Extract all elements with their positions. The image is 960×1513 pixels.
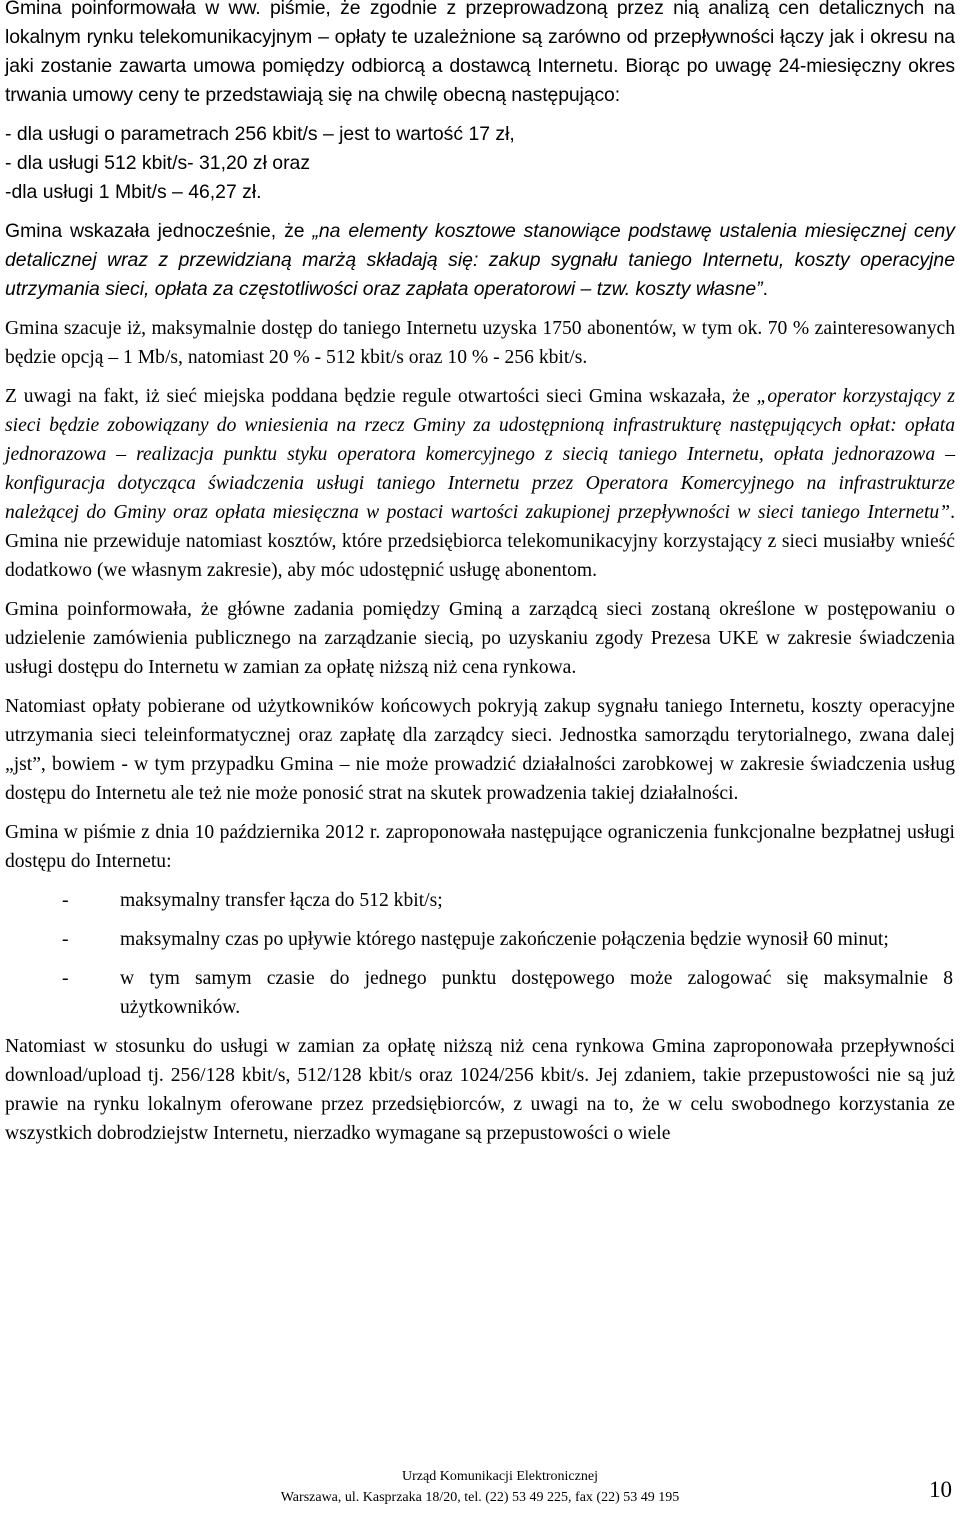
cost-elements-prefix: Gmina wskazała jednocześnie, że — [5, 220, 313, 242]
limit-list-item — [5, 925, 955, 954]
price-512-line: - dla usługi 512 kbit/s- 31,20 zł oraz — [5, 152, 311, 174]
footer-office-name: Urząd Komunikacji Elektronicznej — [402, 1469, 598, 1484]
limit-list-item — [5, 964, 955, 1022]
limit-text: maksymalny transfer łącza do 512 kbit/s; — [120, 890, 443, 911]
subscribers-paragraph: Gmina szacuje iż, maksymalnie dostęp do taniego Internetu uzyska 1750 abonentów, w tym ok. 70 % zainteresowanych będzie opcją – 1 Mb/s, natomiast 20 % - 512 kbit/s oraz 10 % - 256 kbit/s. — [5, 318, 955, 368]
price-1mb-line: -dla usługi 1 Mbit/s – 46,27 zł. — [5, 181, 262, 203]
intro-paragraph — [5, 0, 955, 110]
price-256-line: - dla usługi o parametrach 256 kbit/s – jest to wartość 17 zł, — [5, 123, 515, 145]
intro-text-part-1: Gmina poinformowała w ww. piśmie, że zgodnie z przeprowadzoną przez nią analizą cen detalicznych na lokalnym rynku telekomunikacyjnym – opłaty te uzależnione są zarówno od przepływności łączy jak i okresu na jaki zostanie zawarta umowa pomiędzy odbiorcą a dostawcą Internetu. — [5, 0, 955, 77]
price-list — [5, 120, 955, 207]
network-fees-quote: „operator korzystający z sieci będzie zobowiązany do wniesienia na rzecz Gminy za udostępnioną infrastrukturę następujących opłat: opłata jednorazowa – realizacja punktu styku operatora komercyjnego z siecią taniego Internetu, opłata jednorazowa – konfiguracja dotycząca świadczenia usługi taniego Internetu przez Operatora Komercyjnego na infrastrukturze należącej do Gminy oraz opłata miesięczna w postaci wartości zakupionej przepływności w sieci taniego Internetu” — [5, 386, 956, 523]
limits-list — [5, 886, 955, 1022]
limit-text: w tym samym czasie do jednego punktu dostępowego może zalogować się maksymalnie 8 użytkowników. — [120, 968, 953, 1018]
network-fees-paragraph — [5, 382, 955, 585]
page-number: 10 — [929, 1477, 952, 1502]
limit-list-item — [5, 886, 955, 915]
operator-paragraph: Gmina poinformowała, że główne zadania pomiędzy Gminą a zarządcą sieci zostaną określone w postępowaniu o udzielenie zamówienia publicznego na zarządzanie siecią, po uzyskaniu zgody Prezesa UKE w zakresie świadczenia usługi dostępu do Internetu w zamian za opłatę niższą niż cena rynkowa. — [5, 599, 955, 678]
limit-text: maksymalny czas po upływie którego następuje zakończenie połączenia będzie wynosił 60 minut; — [120, 929, 889, 950]
cost-elements-paragraph — [5, 217, 955, 304]
letter-limits-paragraph: Gmina w piśmie z dnia 10 października 2012 r. zaproponowała następujące ograniczenia funkcjonalne bezpłatnej usługi dostępu do Internetu: — [5, 822, 955, 872]
footer-address: Warszawa, ul. Kasprzaka 18/20, tel. (22) 53 49 225, fax (22) 53 49 195 — [280, 1490, 680, 1505]
user-fees-paragraph: Natomiast opłaty pobierane od użytkowników końcowych pokryją zakup sygnału taniego Internetu, koszty operacyjne utrzymania sieci teleinformatycznej oraz zapłatę dla zarządcy sieci. Jednostka samorządu terytorialnego, zwana dalej „jst”, bowiem - w tym przypadku Gmina – nie może prowadzić działalności zarobkowej w zakresie świadczenia usług dostępu do Internetu ale też nie może ponosić strat na skutek prowadzenia takiej działalności. — [5, 696, 955, 804]
intro-text-part-2: Biorąc po uwagę 24-miesięczny okres trwania umowy ceny te przedstawiają się na chwilę obecną następująco: — [5, 55, 955, 106]
network-fees-prefix: Z uwagi na fakt, iż sieć miejska poddana będzie regule otwartości sieci Gmina wskazała, że — [5, 386, 757, 407]
bandwidth-paragraph: Natomiast w stosunku do usługi w zamian za opłatę niższą niż cena rynkowa Gmina zaproponowała przepływności download/upload tj. 256/128 kbit/s, 512/128 kbit/s oraz 1024/256 kbit/s. Jej zdaniem, takie przepustowości nie są już prawie na rynku lokalnym oferowane przez przedsiębiorców, z uwagi na to, że w celu swobodnego korzystania ze wszystkich dobrodziejstw Internetu, nierzadko wymagane są przepustowości o wiele — [5, 1036, 955, 1144]
limit-dash: - — [62, 929, 69, 950]
limit-dash: - — [62, 968, 69, 989]
cost-elements-quote: „na elementy kosztowe stanowiące podstawę ustalenia miesięcznej ceny detalicznej wraz z przewidzianą marżą składają się: zakup sygnału taniego Internetu, koszty operacyjne utrzymania sieci, opłata za częstotliwości oraz zapłata operatorowi – tzw. koszty własne” — [5, 220, 956, 300]
document-body — [5, 0, 955, 1158]
page-footer — [0, 1468, 960, 1513]
network-fees-suffix: . Gmina nie przewiduje natomiast kosztów, które przedsiębiorca telekomunikacyjny korzystający z sieci musiałby wnieść dodatkowo (we własnym zakresie), aby móc udostępnić usługę abonentom. — [5, 502, 955, 581]
cost-elements-suffix: . — [762, 278, 769, 300]
limit-dash: - — [62, 890, 69, 911]
